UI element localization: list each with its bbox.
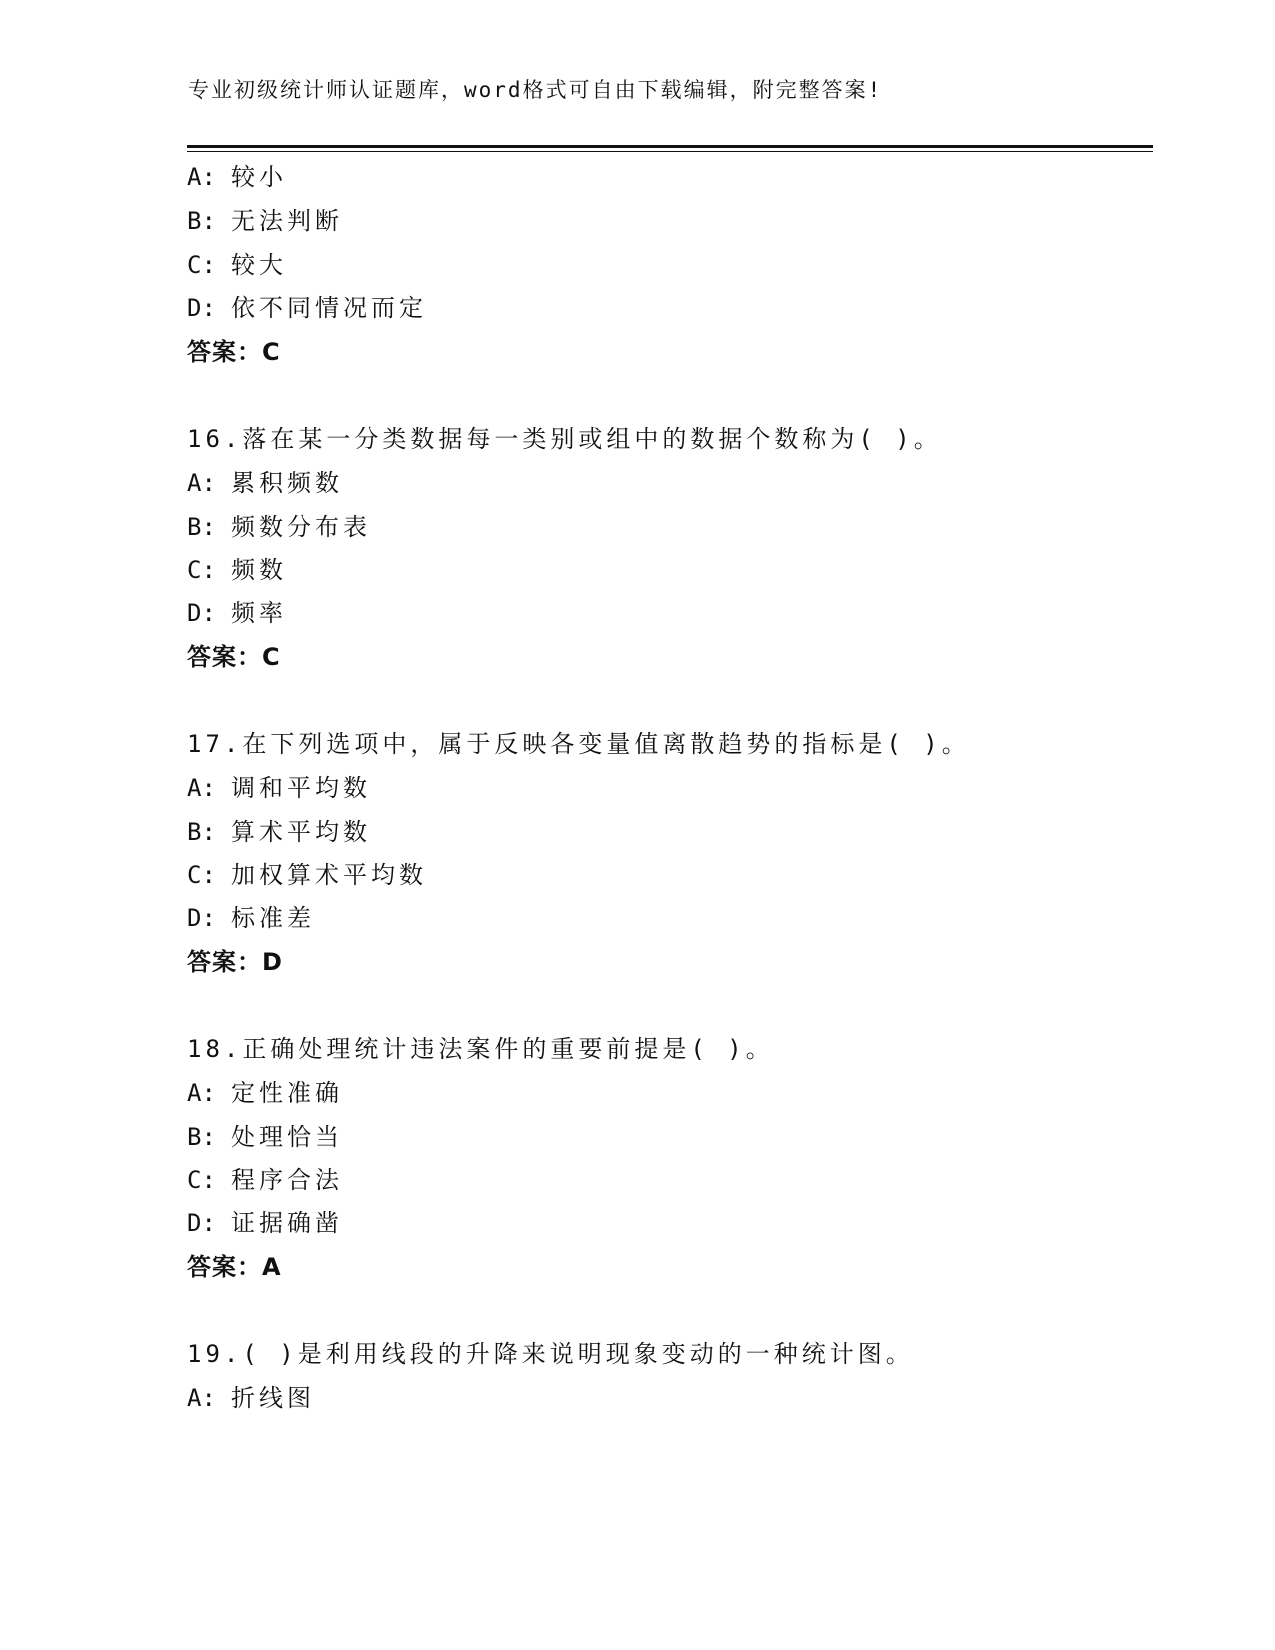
q16-option-c [187,555,287,585]
header-rule-thin [187,151,1153,152]
header-rule-thick [187,145,1153,148]
option-text: 无法判断 [231,207,343,235]
option-label: C: [187,251,216,279]
option-text: 折线图 [231,1384,315,1412]
q17-option-c [187,860,427,890]
q17-answer: 答案：D [187,948,283,976]
q18-answer: 答案：A [187,1253,282,1281]
q18-option-d [187,1208,343,1238]
option-text: 证据确凿 [231,1209,343,1237]
option-label: C: [187,556,216,584]
option-text: 频率 [231,599,287,627]
option-text: 频数 [231,556,287,584]
option-label: A: [187,1079,216,1107]
q18-option-c [187,1165,343,1195]
q15-option-b [187,206,343,236]
option-label: B: [187,207,216,235]
q15-answer: 答案：C [187,338,281,366]
option-text: 算术平均数 [231,818,371,846]
q16-option-d [187,598,287,628]
option-text: 依不同情况而定 [231,294,427,322]
q17-option-a [187,773,371,803]
option-label: C: [187,861,216,889]
option-text: 累积频数 [231,469,343,497]
q17-option-d [187,903,315,933]
option-text: 较小 [231,163,287,191]
option-text: 调和平均数 [231,774,371,802]
option-label: A: [187,1384,216,1412]
q15-option-d [187,293,427,323]
option-label: B: [187,818,216,846]
option-text: 加权算术平均数 [231,861,427,889]
q15-option-c [187,250,287,280]
option-label: C: [187,1166,216,1194]
option-label: D: [187,599,216,627]
q16-question: 16.落在某一分类数据每一类别或组中的数据个数称为( )。 [187,425,942,453]
option-label: B: [187,1123,216,1151]
q17-question: 17.在下列选项中，属于反映各变量值离散趋势的指标是( )。 [187,730,970,758]
option-text: 频数分布表 [231,513,371,541]
q15-option-a [187,162,287,192]
option-text: 较大 [231,251,287,279]
q17-option-b [187,817,371,847]
page-header: 专业初级统计师认证题库，word格式可自由下载编辑，附完整答案! [188,78,883,102]
option-text: 处理恰当 [231,1123,343,1151]
option-label: B: [187,513,216,541]
option-label: A: [187,469,216,497]
q16-option-a [187,468,343,498]
option-text: 程序合法 [231,1166,343,1194]
q18-option-b [187,1122,343,1152]
q19-option-a [187,1383,315,1413]
q16-answer: 答案：C [187,643,281,671]
option-label: D: [187,294,216,322]
option-label: D: [187,904,216,932]
q19-question: 19.( )是利用线段的升降来说明现象变动的一种统计图。 [187,1340,914,1368]
option-label: D: [187,1209,216,1237]
q18-option-a [187,1078,343,1108]
option-label: A: [187,163,216,191]
q18-question: 18.正确处理统计违法案件的重要前提是( )。 [187,1035,774,1063]
q16-option-b [187,512,371,542]
option-text: 标准差 [231,904,315,932]
option-text: 定性准确 [231,1079,343,1107]
option-label: A: [187,774,216,802]
